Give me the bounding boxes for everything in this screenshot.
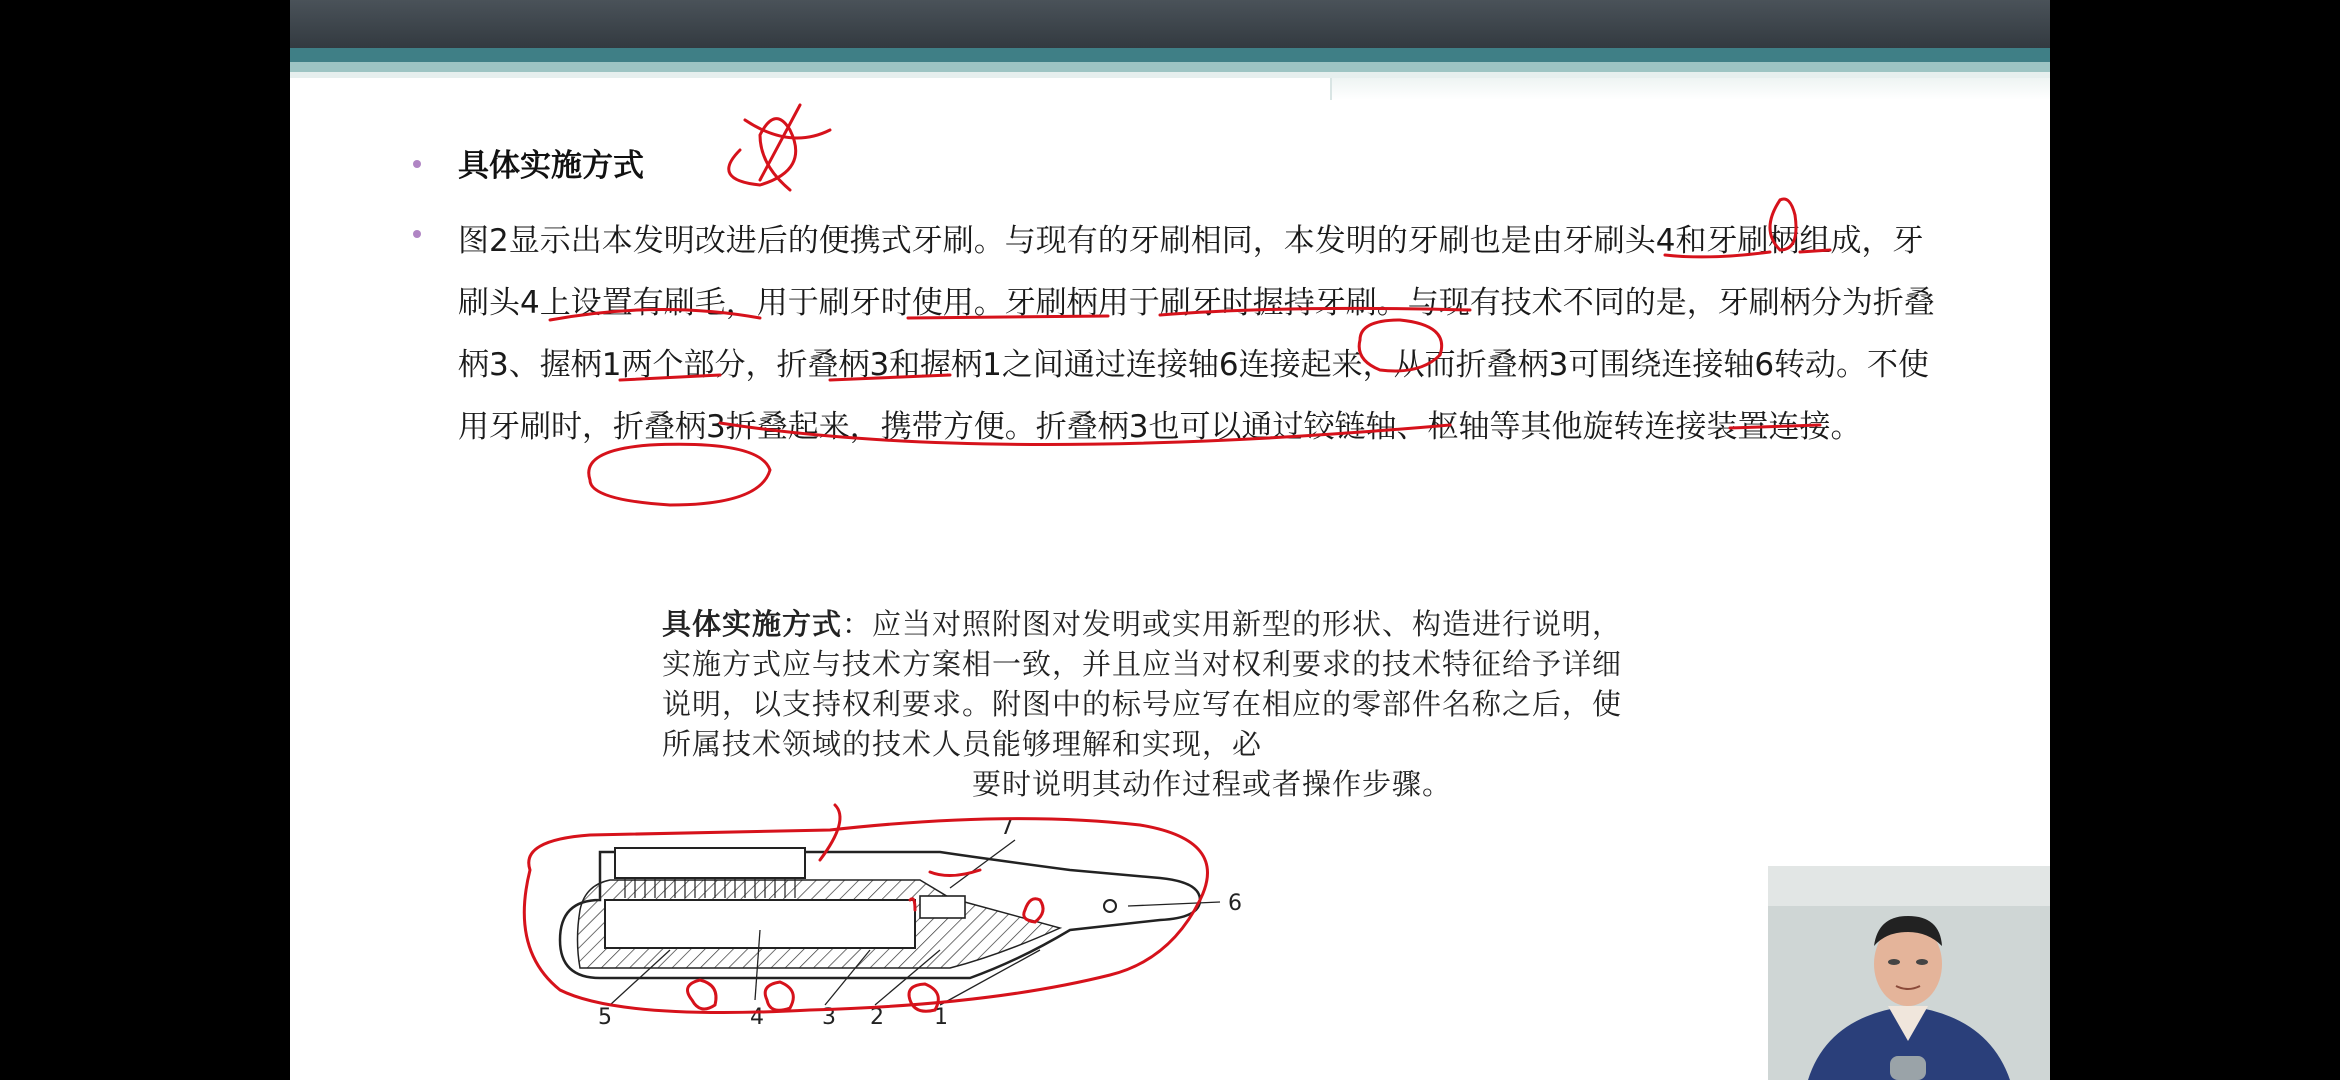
- description-paragraph: 图2显示出本发明改进后的便携式牙刷。与现有的牙刷相同，本发明的牙刷也是由牙刷头4和牙刷柄组成，牙刷头4上设置有刷毛，用于刷牙时使用。牙刷柄用于刷牙时握持牙刷。与现有技术不同的是，牙刷柄分为折叠柄3、握柄1两个部分，折叠柄3和握柄1之间通过连接轴6连接起来，从而折叠柄3可围绕连接轴6转动。不使用牙刷时，折叠柄3折叠起来，携带方便。折叠柄3也可以通过铰链轴、枢轴等其他旋转连接装置连接。: [458, 223, 1935, 445]
- section-heading: 具体实施方式: [458, 148, 644, 184]
- brush-head-box: [605, 900, 915, 948]
- bullet-icon: [413, 160, 421, 168]
- figure-label-2: 2: [870, 1005, 884, 1030]
- ink-scribble-star: [729, 105, 830, 190]
- pivot-axis: [1104, 900, 1116, 912]
- figure-label-7: 7: [1000, 815, 1014, 840]
- note-last-line: 要时说明其动作过程或者操作步骤。: [971, 767, 1452, 801]
- presenter-webcam: [1768, 866, 2050, 1080]
- slide-accent-bar: [290, 48, 2050, 62]
- figure-label-5: 5: [598, 1005, 612, 1030]
- toothbrush-patent-figure: [500, 800, 1500, 1080]
- figure-label-6: 6: [1228, 891, 1242, 916]
- note-body: ：应当对照附图对发明或实用新型的形状、构造进行说明，实施方式应与技术方案相一致，并且应当对权利要求的技术特征给予详细说明，以支持权利要求。附图中的标号应写在相应的零部件名称之后，使所属技术领域的技术人员能够理解和实现，必: [662, 607, 1623, 761]
- note-label: 具体实施方式: [662, 607, 843, 641]
- inner-slot: [920, 896, 965, 918]
- slide-accent-bar-light: [290, 62, 2050, 72]
- figure-label-3: 3: [822, 1005, 836, 1030]
- bullet-icon: [413, 230, 421, 238]
- bristle-block: [615, 848, 805, 878]
- definition-note: [662, 604, 1642, 804]
- presenter-image: [1768, 866, 2050, 1080]
- figure-label-4: 4: [750, 1005, 764, 1030]
- figure-label-1: 1: [934, 1005, 948, 1030]
- slide-header-tab: [1330, 78, 2050, 100]
